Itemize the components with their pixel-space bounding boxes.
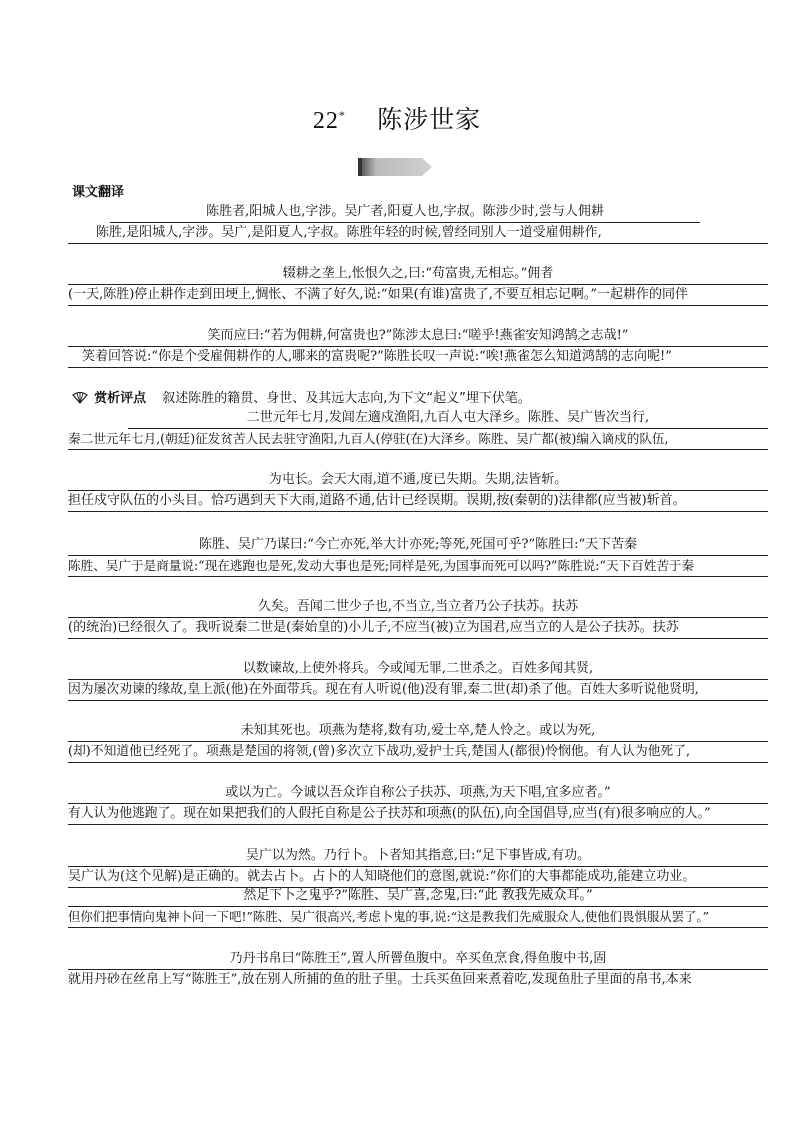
lesson-number-mark: * — [338, 108, 346, 122]
translation-line: 担任戍守队伍的小头目。恰巧遇到天下大雨,道路不通,估计已经误期。误期,按(秦朝的)法律都(应当被)斩首。 — [68, 491, 768, 512]
text-pair — [68, 597, 768, 639]
original-line: 陈胜者,阳城人也,字涉。吴广者,阳夏人也,字叔。陈涉少时,尝与人佣耕 — [110, 202, 700, 223]
original-line: 然足下卜之鬼乎?”陈胜、吴广喜,念鬼,曰:“此 教我先威众耳。” — [68, 886, 768, 907]
text-pair — [68, 721, 768, 763]
section-label-translation: 课文翻译 — [72, 185, 125, 200]
text-pair — [68, 659, 768, 701]
translation-line: (的统治)已经很久了。我听说秦二世是(秦始皇的)小儿子,不应当(被)立为国君,应当立的人是公子扶苏。扶苏 — [68, 618, 768, 639]
translation-line: 秦二世元年七月,(朝廷)征发贫苦人民去驻守渔阳,九百人(停驻(在)大泽乡。陈胜、吴广都(被)编入谪戍的队伍, — [68, 429, 768, 450]
original-line: 乃丹书帛曰“陈胜王”,置人所罾鱼腹中。卒买鱼烹食,得鱼腹中书,固 — [68, 949, 768, 970]
text-pair — [68, 202, 768, 244]
text-pair — [68, 949, 768, 990]
translation-line: 有人认为他逃跑了。现在如果把我们的人假托自称是公子扶苏和项燕(的队伍),向全国倡导,应当(有)很多响应的人。” — [68, 804, 768, 825]
page-title — [0, 100, 794, 136]
translation-line: 吴广认为(这个见解)是正确的。就去占卜。占卜的人知晓他们的意图,就说:“你们的大事都能成功,能建立功业。 — [68, 867, 768, 888]
text-pair — [68, 886, 768, 928]
text-pair — [68, 783, 768, 825]
text-pair — [68, 846, 768, 888]
appreciation-note — [72, 387, 531, 406]
original-line: 或以为亡。今诚以吾众诈自称公子扶苏、项燕,为天下唱,宜多应者。” — [68, 783, 768, 804]
appreciation-label: 赏析评点 — [94, 391, 147, 406]
original-line: 辍耕之垄上,怅恨久之,曰:“苟富贵,无相忘。”佣者 — [68, 264, 768, 285]
text-pair — [68, 408, 768, 450]
original-line: 为屯长。会天大雨,道不通,度已失期。失期,法皆斩。 — [68, 470, 768, 491]
translation-line: 因为屡次劝谏的缘故,皇上派(他)在外面带兵。现在有人听说(他)没有罪,秦二世(却)杀了他。百姓大多听说他贤明, — [68, 680, 768, 701]
original-line: 笑而应曰:“若为佣耕,何富贵也?”陈涉太息曰:“嗟乎!燕雀安知鸿鹄之志哉!” — [68, 326, 768, 347]
translation-line: 陈胜,是阳城人,字涉。吴广,是阳夏人,字叔。陈胜年轻的时候,曾经同别人一道受雇佣耕作, — [68, 223, 768, 244]
original-line: 久矣。吾闻二世少子也,不当立,当立者乃公子扶苏。扶苏 — [68, 597, 768, 618]
translation-line: 就用丹砂在丝帛上写“陈胜王”,放在别人所捕的鱼的肚子里。士兵买鱼回来煮着吃,发现鱼肚子里面的帛书,本来 — [68, 972, 692, 987]
appreciation-text: 叙述陈胜的籍贯、身世、及其远大志向,为下文“起义”埋下伏笔。 — [162, 391, 531, 406]
original-line: 吴广以为然。乃行卜。卜者知其指意,曰:“足下事皆成,有功。 — [68, 846, 768, 867]
text-pair — [68, 264, 768, 306]
original-line: 以数谏故,上使外将兵。今或闻无罪,二世杀之。百姓多闻其贤, — [68, 659, 768, 680]
translation-line: (一天,陈胜)停止耕作走到田埂上,惆怅、不满了好久,说:“如果(有谁)富贵了,不要互相忘记啊。”一起耕作的同伴 — [68, 285, 768, 306]
original-line: 二世元年七月,发闾左適戍渔阳,九百人屯大泽乡。陈胜、吴广皆次当行, — [128, 408, 768, 429]
text-pair — [68, 326, 768, 368]
translation-line: 陈胜、吴广于是商量说:“现在逃跑也是死,发动大事也是死;同样是死,为国事而死可以吗?”陈胜说:“天下百姓苦于秦 — [68, 556, 768, 577]
lesson-number: 22* — [312, 108, 346, 134]
translation-line: 但你们把事情向鬼神卜问一下吧!”陈胜、吴广很高兴,考虑卜鬼的事,说:“这是教我们先威服众人,使他们畏惧服从罢了。” — [68, 907, 768, 928]
original-line: 未知其死也。项燕为楚将,数有功,爱士卒,楚人怜之。或以为死, — [68, 721, 768, 742]
fan-icon — [72, 392, 88, 404]
translation-line: (却)不知道他已经死了。项燕是楚国的将领,(曾)多次立下战功,爱护士兵,楚国人(都很)怜悯他。有人认为他死了, — [68, 742, 768, 763]
section-banner-arrow — [358, 158, 432, 176]
text-pair — [68, 535, 768, 577]
lesson-title: 陈涉世家 — [377, 105, 482, 134]
text-pair — [68, 470, 768, 512]
translation-line: 笑着回答说:“你是个受雇佣耕作的人,哪来的富贵呢?”陈胜长叹一声说:“唉!燕雀怎么知道鸿鹄的志向呢!” — [68, 347, 768, 368]
original-line: 陈胜、吴广乃谋曰:“今亡亦死,举大计亦死;等死,死国可乎?”陈胜曰:“天下苦秦 — [68, 535, 768, 556]
